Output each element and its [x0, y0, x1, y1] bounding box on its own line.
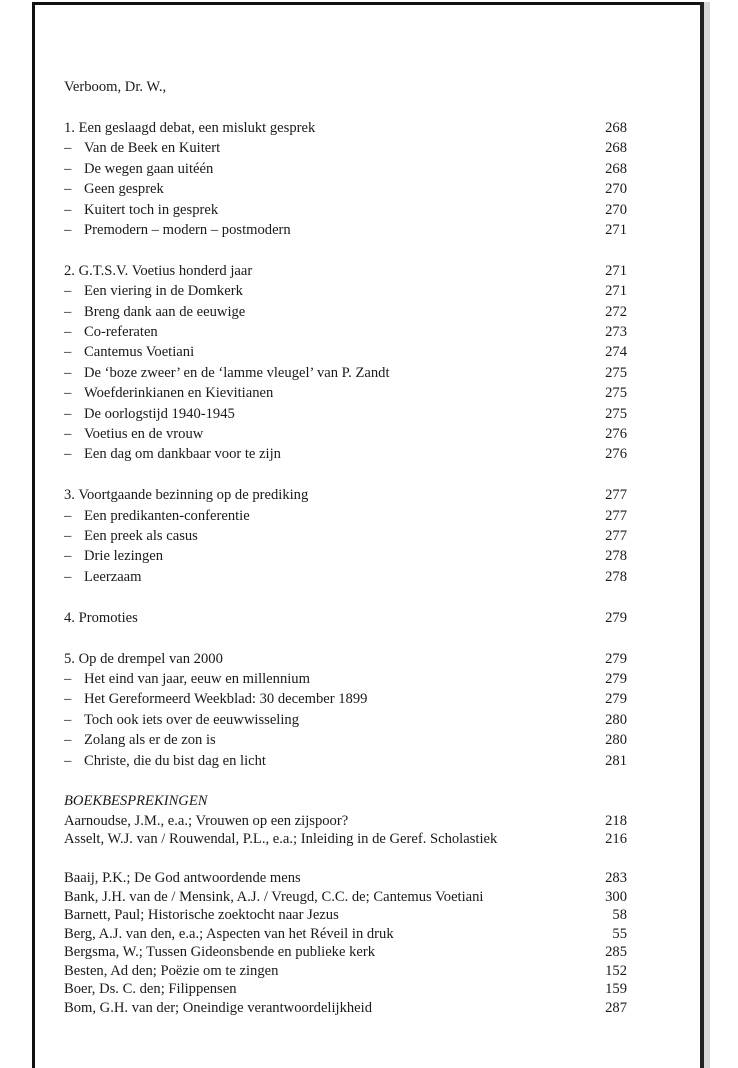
subentry-row [64, 159, 627, 179]
page-number: 268 [605, 119, 627, 136]
page-number: 276 [605, 446, 627, 463]
entry-title: Leerzaam [84, 568, 142, 585]
subentry-row [64, 179, 627, 199]
entry-title: Voetius en de vrouw [84, 425, 204, 442]
entry-title: Een dag om dankbaar voor te zijn [84, 446, 281, 463]
entry-title: Woefderinkianen en Kievitianen [84, 385, 274, 402]
review-row [64, 925, 627, 944]
dash-marker: – [64, 691, 72, 708]
subentry-row [64, 567, 627, 587]
entry-title: De oorlogstijd 1940-1945 [84, 405, 235, 422]
page-number: 285 [605, 944, 627, 961]
dash-marker: – [64, 283, 72, 300]
entry-title: Een predikanten-conferentie [84, 507, 250, 524]
dash-marker: – [64, 324, 72, 340]
dash-marker: – [64, 507, 72, 524]
review-row [64, 999, 627, 1018]
page-number: 276 [605, 425, 627, 442]
subentry-row [64, 138, 627, 158]
author-heading: Verboom, Dr. W., [64, 79, 167, 95]
review-row [64, 830, 627, 849]
page-number: 273 [605, 324, 627, 340]
entry-title: Bom, G.H. van der; Oneindige verantwoordelijkheid [64, 999, 373, 1016]
page-edge-shadow [704, 2, 710, 1068]
page-number: 218 [605, 812, 627, 829]
subentry-row [64, 200, 627, 220]
page-edge-top [34, 2, 704, 5]
entry-title: Breng dank aan de eeuwige [84, 303, 246, 320]
page-number: 272 [605, 303, 627, 320]
dash-marker: – [64, 425, 72, 442]
page-number: 270 [605, 201, 627, 218]
entry-title: Baaij, P.K.; De God antwoordende mens [64, 870, 301, 887]
page-number: 216 [605, 831, 627, 848]
page-number: 279 [605, 609, 627, 626]
review-row [64, 888, 627, 907]
dash-marker: – [64, 568, 72, 585]
page-number: 278 [605, 568, 627, 585]
page-number: 152 [605, 962, 627, 979]
dash-marker: – [64, 181, 72, 198]
section-block [64, 261, 627, 465]
page-number: 277 [605, 487, 627, 504]
dash-marker: – [64, 548, 72, 565]
entry-title: Boer, Ds. C. den; Filippensen [64, 981, 237, 998]
entry-title: De ‘boze zweer’ en de ‘lamme vleugel’ van P. Zandt [84, 364, 390, 381]
entry-title: Toch ook iets over de eeuwwisseling [84, 711, 299, 728]
entry-title: Bank, J.H. van de / Mensink, A.J. / Vreugd, C.C. de; Cantemus Voetiani [64, 888, 484, 905]
book-reviews [64, 791, 627, 1017]
entry-title: Drie lezingen [84, 548, 164, 565]
page-number: 278 [605, 548, 627, 565]
page-number: 277 [605, 528, 627, 545]
page-number: 58 [612, 907, 627, 924]
subentry-row [64, 751, 627, 771]
review-row [64, 962, 627, 981]
review-row [64, 869, 627, 888]
entry-title: Het Gereformeerd Weekblad: 30 december 1899 [84, 691, 368, 708]
page-number: 279 [605, 691, 627, 708]
page-number: 283 [605, 870, 627, 887]
page-number: 271 [605, 221, 627, 238]
page-number: 281 [605, 752, 627, 769]
page-number: 287 [605, 999, 627, 1016]
dash-marker: – [64, 446, 72, 463]
page-number: 271 [605, 262, 627, 279]
page-number: 280 [605, 711, 627, 728]
page-number: 275 [605, 364, 627, 381]
review-row [64, 812, 627, 831]
dash-marker: – [64, 221, 72, 238]
entry-title: Aarnoudse, J.M., e.a.; Vrouwen op een zijspoor? [64, 812, 349, 829]
page-number: 268 [605, 140, 627, 157]
entry-title: 2. G.T.S.V. Voetius honderd jaar [64, 262, 253, 279]
entry-title: 1. Een geslaagd debat, een mislukt gesprek [64, 119, 316, 136]
page-number: 275 [605, 405, 627, 422]
dash-marker: – [64, 160, 72, 177]
entry-title: 3. Voortgaande bezinning op de prediking [64, 487, 309, 504]
article-sections [64, 118, 627, 771]
entry-title: Een preek als casus [84, 528, 198, 545]
subentry-row [64, 302, 627, 322]
entry-title: Besten, Ad den; Poëzie om te zingen [64, 962, 279, 979]
page-number: 268 [605, 160, 627, 177]
dash-marker: – [64, 201, 72, 218]
reviews-heading: BOEKBESPREKINGEN [64, 793, 208, 810]
subentry-row [64, 444, 627, 464]
entry-title: Barnett, Paul; Historische zoektocht naar Jezus [64, 907, 339, 924]
dash-marker: – [64, 364, 72, 381]
dash-marker: – [64, 752, 72, 769]
entry-title: Bergsma, W.; Tussen Gideonsbende en publieke kerk [64, 944, 376, 961]
subentry-row [64, 506, 627, 526]
review-group [64, 869, 627, 1017]
dash-marker: – [64, 711, 72, 728]
page-number: 159 [605, 981, 627, 998]
entry-title: 4. Promoties [64, 609, 138, 626]
entry-title: Een viering in de Domkerk [84, 283, 243, 300]
section-block [64, 608, 627, 628]
subentry-row [64, 404, 627, 424]
subentry-row [64, 730, 627, 750]
page-number: 275 [605, 385, 627, 402]
review-row [64, 906, 627, 925]
page-number: 55 [612, 925, 627, 942]
entry-title: 5. Op de drempel van 2000 [64, 650, 223, 667]
dash-marker: – [64, 344, 72, 361]
review-group [64, 812, 627, 849]
entry-title: Co-referaten [84, 324, 158, 340]
entry-title: Van de Beek en Kuitert [84, 140, 221, 157]
subentry-row [64, 220, 627, 240]
entry-row [64, 261, 627, 281]
dash-marker: – [64, 732, 72, 749]
entry-title: Premodern – modern – postmodern [84, 221, 291, 238]
section-block [64, 118, 627, 240]
dash-marker: – [64, 385, 72, 402]
page-number: 271 [605, 283, 627, 300]
subentry-row [64, 363, 627, 383]
page-number: 279 [605, 670, 627, 687]
subentry-row [64, 546, 627, 566]
subentry-row [64, 689, 627, 709]
subentry-row [64, 424, 627, 444]
dash-marker: – [64, 405, 72, 422]
page-number: 280 [605, 732, 627, 749]
section-block [64, 485, 627, 587]
entry-title: Berg, A.J. van den, e.a.; Aspecten van het Réveil in druk [64, 925, 394, 942]
review-row [64, 943, 627, 962]
subentry-row [64, 669, 627, 689]
subentry-row [64, 342, 627, 362]
entry-row [64, 608, 627, 628]
page-number: 279 [605, 650, 627, 667]
subentry-row [64, 281, 627, 301]
index-content [64, 77, 627, 1038]
entry-row [64, 118, 627, 138]
subentry-row [64, 383, 627, 403]
subentry-row [64, 526, 627, 546]
entry-title: Christe, die du bist dag en licht [84, 752, 266, 769]
entry-row [64, 649, 627, 669]
review-row [64, 980, 627, 999]
page-number: 270 [605, 181, 627, 198]
entry-title: Asselt, W.J. van / Rouwendal, P.L., e.a.; Inleiding in de Geref. Scholastiek [64, 831, 498, 848]
page-edge-left [32, 2, 35, 1068]
subentry-row [64, 710, 627, 730]
section-block [64, 649, 627, 771]
page-number: 277 [605, 507, 627, 524]
entry-title: Zolang als er de zon is [84, 732, 216, 749]
dash-marker: – [64, 303, 72, 320]
dash-marker: – [64, 528, 72, 545]
page-edge-right [700, 2, 704, 1068]
entry-title: Cantemus Voetiani [84, 344, 195, 361]
page-number: 300 [605, 888, 627, 905]
subentry-row [64, 322, 627, 342]
page-number: 274 [605, 344, 627, 361]
entry-title: Het eind van jaar, eeuw en millennium [84, 670, 310, 687]
dash-marker: – [64, 140, 72, 157]
entry-title: Kuitert toch in gesprek [84, 201, 219, 218]
entry-title: De wegen gaan uitéén [84, 160, 214, 177]
entry-row [64, 485, 627, 505]
entry-title: Geen gesprek [84, 181, 164, 198]
dash-marker: – [64, 670, 72, 687]
